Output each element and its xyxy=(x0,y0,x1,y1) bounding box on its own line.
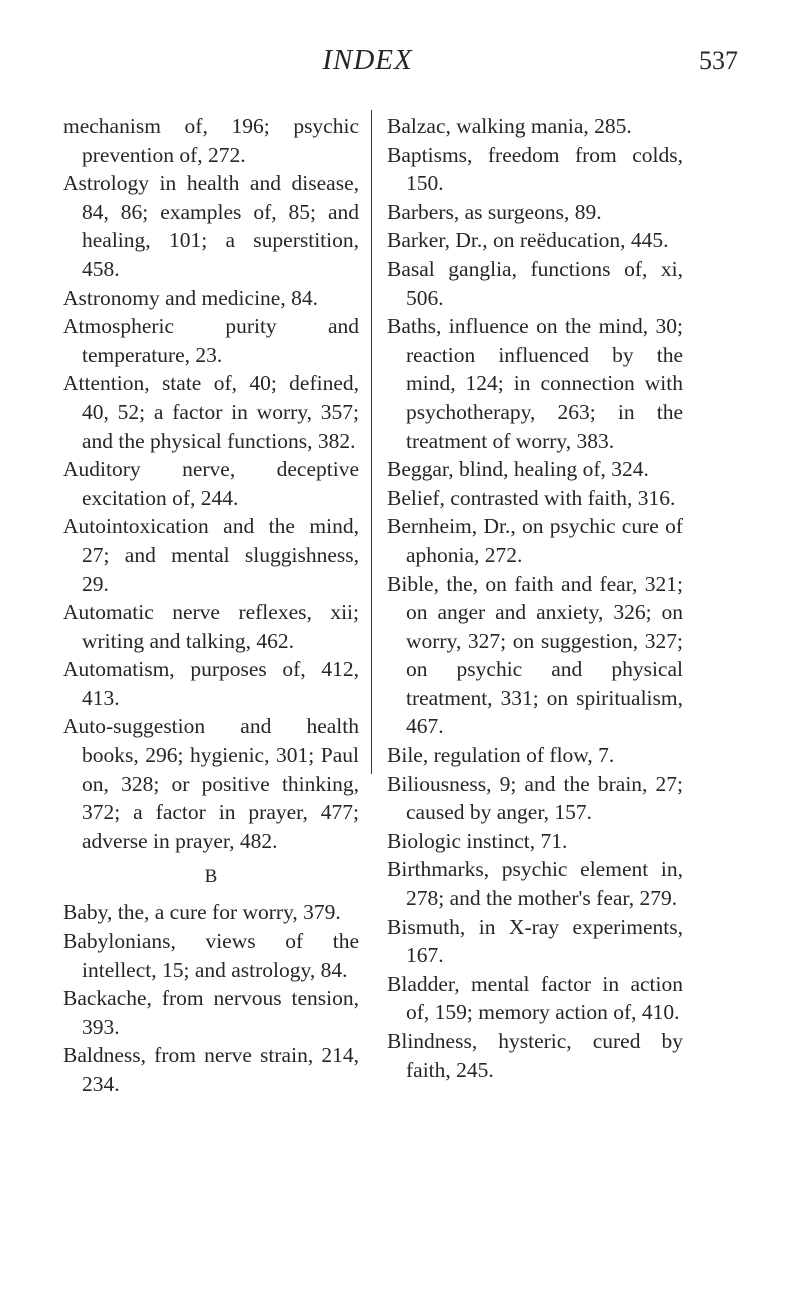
page-number: 537 xyxy=(699,46,738,75)
index-entry: Biliousness, 9; and the brain, 27; caused by anger, 157. xyxy=(387,771,683,825)
index-entry: Auditory nerve, deceptive excitation of, 244. xyxy=(63,457,359,510)
index-entry: Autointoxication and the mind, 27; and mental sluggishness, 29. xyxy=(63,514,359,596)
index-entry: Astrology in health and disease, 84, 86; examples of, 85; and healing, 101; a superstition, 458. xyxy=(63,171,359,281)
index-entry: Bernheim, Dr., on psychic cure of aphonia, 272. xyxy=(387,514,683,567)
index-entry: Attention, state of, 40; defined, 40, 52; a factor in worry, 357; and the physical functions, 382. xyxy=(63,371,359,453)
index-column-right xyxy=(387,112,683,1084)
index-entry: Bladder, mental factor in action of, 159; memory action of, 410. xyxy=(387,971,683,1025)
index-entry: Automatism, purposes of, 412, 413. xyxy=(63,657,359,710)
index-entry: Baptisms, freedom from colds, 150. xyxy=(387,142,683,196)
index-entry: Automatic nerve reflexes, xii; writing and talking, 462. xyxy=(63,600,359,653)
index-entry: Atmospheric purity and temperature, 23. xyxy=(63,314,359,367)
index-entry: Bismuth, in X-ray experiments, 167. xyxy=(387,914,683,968)
index-entry: Auto-suggestion and health books, 296; hygienic, 301; Paul on, 328; or positive thinking, 372; a factor in prayer, 477; adverse in prayer, 482. xyxy=(63,714,359,853)
index-entry: Babylonians, views of the intellect, 15; and astrology, 84. xyxy=(63,929,359,982)
index-entry: Beggar, blind, healing of, 324. xyxy=(387,457,649,482)
index-entry: Blindness, hysteric, cured by faith, 245. xyxy=(387,1029,683,1082)
index-column-left xyxy=(63,112,359,1099)
index-entry: Balzac, walking mania, 285. xyxy=(387,114,632,138)
index-entry: mechanism of, 196; psychic prevention of, 272. xyxy=(63,114,359,167)
index-entry: Biologic instinct, 71. xyxy=(387,828,568,853)
index-entry: Astronomy and medicine, 84. xyxy=(63,285,318,310)
index-entry: Backache, from nervous tension, 393. xyxy=(63,986,359,1039)
index-entry: Basal ganglia, functions of, xi, 506. xyxy=(387,256,683,310)
page-title: INDEX xyxy=(322,44,413,76)
index-entry: Bible, the, on faith and fear, 321; on anger and anxiety, 326; on worry, 327; on suggestion, 327; on psychic and physical treatment, 331; on spiritualism, 467. xyxy=(387,571,683,739)
index-entry: Belief, contrasted with faith, 316. xyxy=(387,485,676,510)
index-entry: Barbers, as surgeons, 89. xyxy=(387,199,602,224)
index-entry: Barker, Dr., on reëducation, 445. xyxy=(387,228,669,253)
column-divider xyxy=(371,110,372,774)
index-entry: Baths, influence on the mind, 30; reaction influenced by the mind, 124; in connection with psychotherapy, 263; in the treatment of worry, 383. xyxy=(387,314,683,453)
index-entry: Baldness, from nerve strain, 214, 234. xyxy=(63,1043,359,1096)
index-entry: Birthmarks, psychic element in, 278; and the mother's fear, 279. xyxy=(387,857,683,911)
running-head xyxy=(0,44,800,84)
section-letter: B xyxy=(204,866,218,888)
index-entry: Baby, the, a cure for worry, 379. xyxy=(63,900,341,925)
index-entry: Bile, regulation of flow, 7. xyxy=(387,743,615,768)
